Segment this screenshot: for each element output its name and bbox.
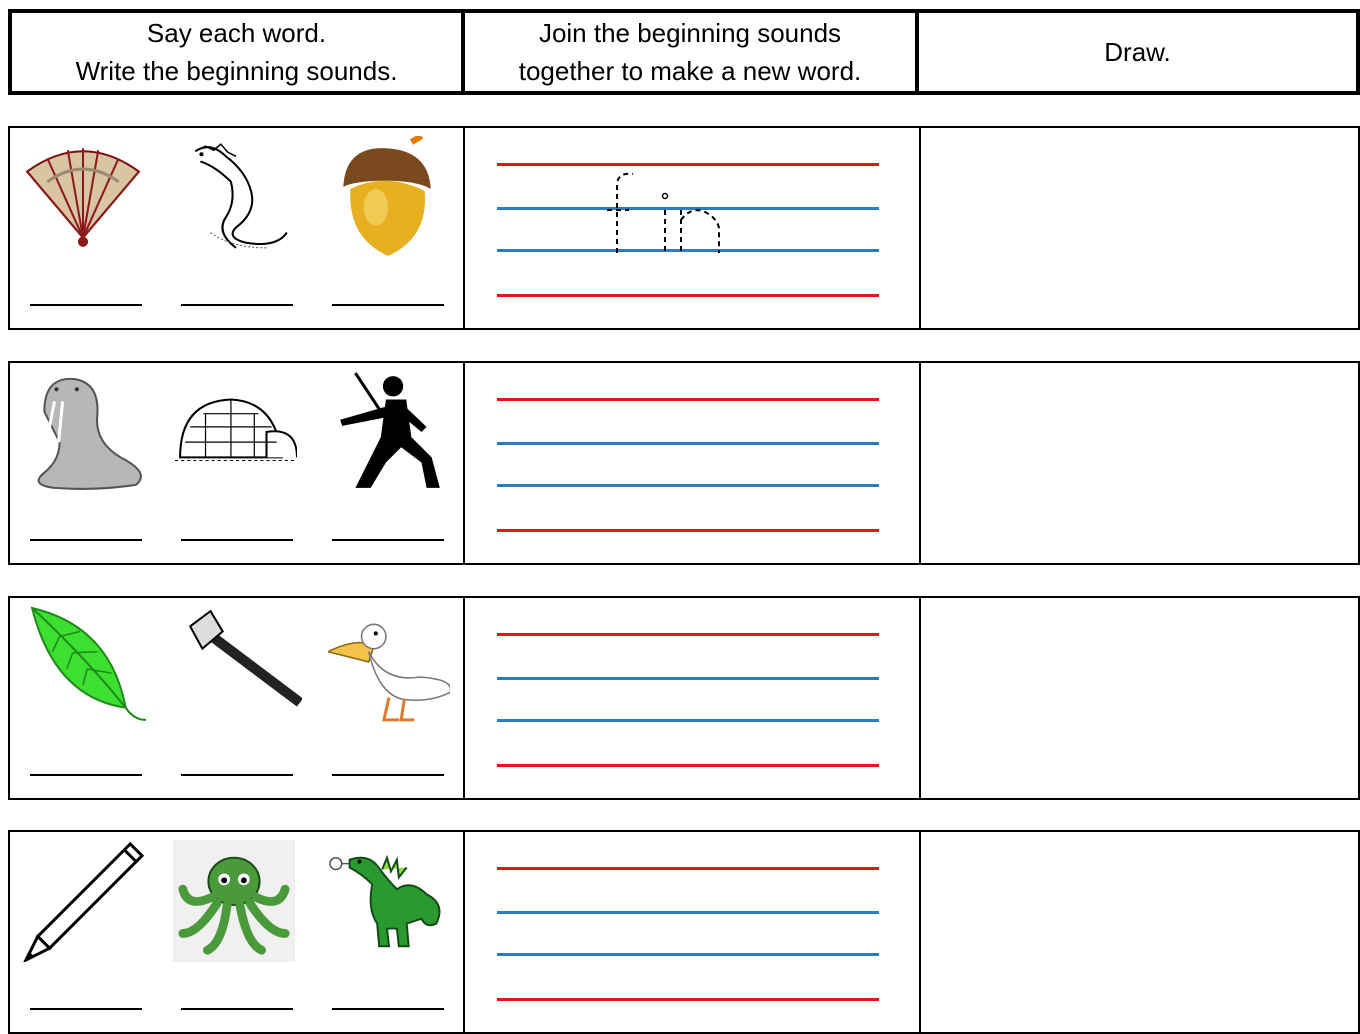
midline — [497, 677, 879, 680]
drawing-cell[interactable] — [921, 598, 1358, 798]
worksheet-row-4 — [8, 830, 1360, 1034]
answer-blank[interactable] — [332, 774, 444, 776]
answer-blank[interactable] — [30, 539, 142, 541]
answer-blank[interactable] — [30, 1008, 142, 1010]
header-col2-line2: together to make a new word. — [518, 56, 862, 86]
drawing-cell[interactable] — [921, 363, 1358, 563]
pictures-cell — [10, 832, 465, 1032]
base-line — [497, 719, 879, 722]
header-draw — [919, 13, 1356, 91]
igloo-picture — [175, 371, 297, 493]
base-line — [497, 953, 879, 956]
pencil-picture — [22, 840, 144, 962]
handwriting-lines-cell[interactable] — [465, 363, 921, 563]
answer-blank[interactable] — [332, 1008, 444, 1010]
top-line — [497, 633, 879, 636]
header-col1-line2: Write the beginning sounds. — [75, 56, 398, 86]
midline — [497, 442, 879, 445]
header-say-each-word — [12, 13, 465, 91]
axe-picture — [180, 606, 302, 728]
leaf-picture — [24, 606, 146, 728]
walrus-picture — [24, 371, 146, 493]
pictures-cell — [10, 363, 465, 563]
dragon-picture — [328, 840, 450, 962]
iguana-picture — [175, 136, 297, 258]
bottom-line — [497, 764, 879, 767]
handwriting-lines-cell[interactable] — [465, 832, 921, 1032]
bottom-line — [497, 998, 879, 1001]
answer-blank[interactable] — [30, 304, 142, 306]
header-join-sounds — [465, 13, 919, 91]
top-line — [497, 867, 879, 870]
pelican-picture — [328, 606, 450, 728]
base-line — [497, 484, 879, 487]
drawing-cell[interactable] — [921, 832, 1358, 1032]
instructions-header — [8, 9, 1360, 95]
answer-blank[interactable] — [181, 304, 293, 306]
handwriting-lines-cell[interactable] — [465, 598, 921, 798]
answer-blank[interactable] — [332, 304, 444, 306]
acorn-picture — [325, 136, 447, 258]
octopus-picture — [173, 840, 295, 962]
bottom-line — [497, 294, 879, 297]
ninja-picture — [330, 371, 452, 493]
traced-word-fin — [605, 168, 735, 258]
answer-blank[interactable] — [30, 774, 142, 776]
worksheet-row-2 — [8, 361, 1360, 565]
midline — [497, 911, 879, 914]
bottom-line — [497, 529, 879, 532]
handwriting-lines-cell[interactable] — [465, 128, 921, 328]
header-col1-line1: Say each word. — [146, 18, 327, 48]
worksheet-row-3 — [8, 596, 1360, 800]
answer-blank[interactable] — [332, 539, 444, 541]
worksheet-row-1 — [8, 126, 1360, 330]
pictures-cell — [10, 598, 465, 798]
fan-picture — [22, 136, 144, 258]
header-col2-line1: Join the beginning sounds — [538, 18, 842, 48]
drawing-cell[interactable] — [921, 128, 1358, 328]
answer-blank[interactable] — [181, 539, 293, 541]
top-line — [497, 163, 879, 166]
answer-blank[interactable] — [181, 1008, 293, 1010]
pictures-cell — [10, 128, 465, 328]
header-col3: Draw. — [1104, 37, 1171, 67]
answer-blank[interactable] — [181, 774, 293, 776]
top-line — [497, 398, 879, 401]
